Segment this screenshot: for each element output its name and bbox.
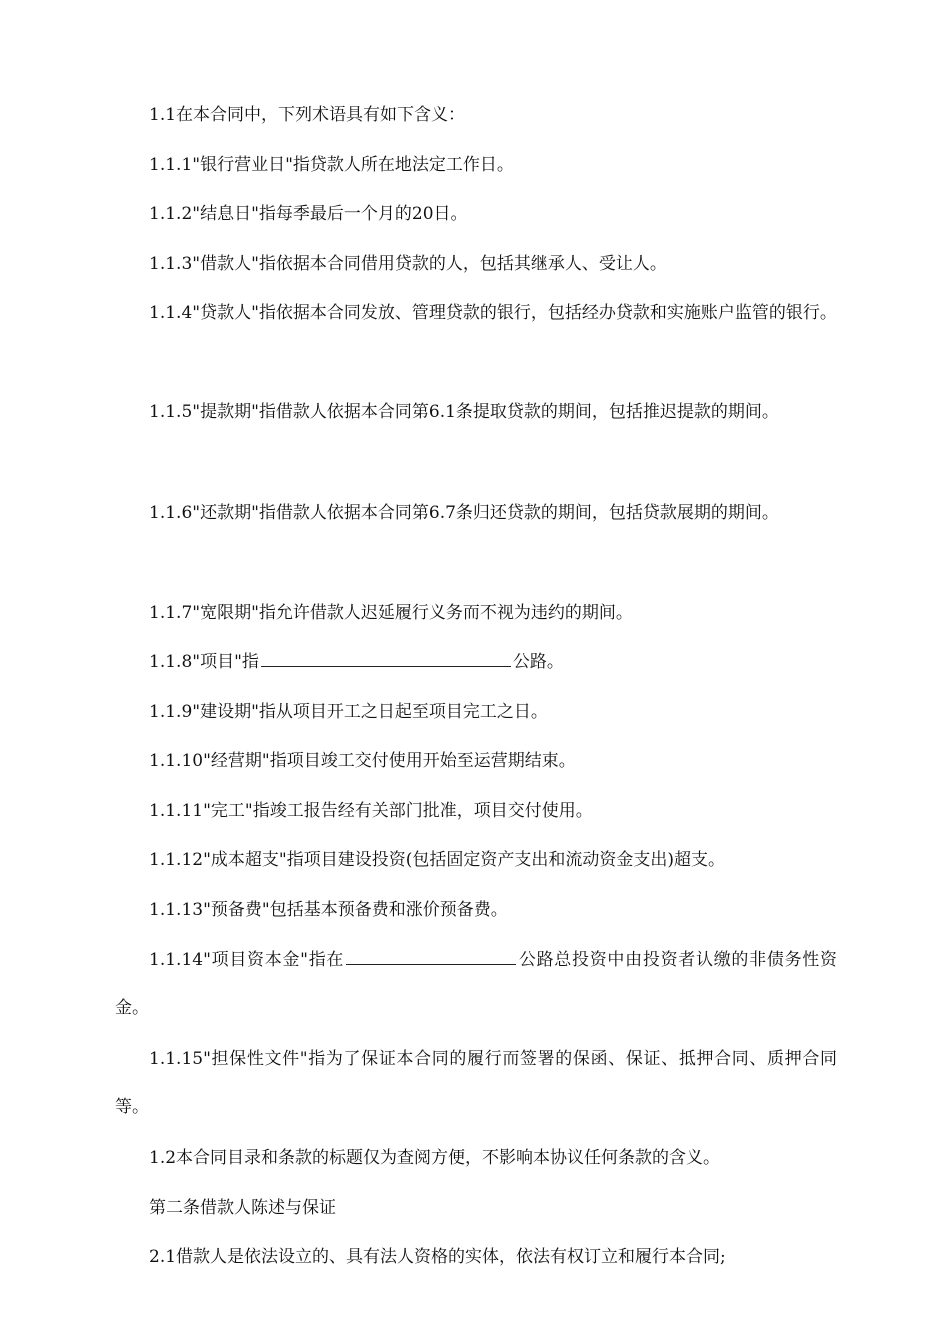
clause-1-1-10: 1.1.10"经营期"指项目竣工交付使用开始至运营期结束。 [149, 751, 576, 771]
clause-1-1-14 [115, 936, 837, 1032]
clause-1-1-6: 1.1.6"还款期"指借款人依据本合同第6.7条归还贷款的期间，包括贷款展期的期间。 [149, 503, 779, 523]
article-2-heading: 第二条借款人陈述与保证 [149, 1198, 336, 1218]
clause-1-1-2: 1.1.2"结息日"指每季最后一个月的20日。 [149, 204, 468, 224]
clause-1-1-8-lead: 1.1.8"项目"指 [149, 652, 259, 672]
clause-1-1-14-lead: 1.1.14"项目资本金"指在 [149, 950, 345, 970]
clause-1-1: 1.1在本合同中，下列术语具有如下含义： [149, 105, 466, 125]
clause-1-2: 1.2本合同目录和条款的标题仅为查阅方便，不影响本协议任何条款的含义。 [149, 1148, 721, 1168]
clause-1-1-7: 1.1.7"宽限期"指允许借款人迟延履行义务而不视为违约的期间。 [149, 603, 633, 623]
clause-1-1-12: 1.1.12"成本超支"指项目建设投资(包括固定资产支出和流动资金支出)超支。 [149, 850, 725, 870]
clause-1-1-8-tail: 公路。 [512, 652, 564, 672]
fill-in-blank-line[interactable] [346, 948, 516, 965]
clause-1-1-15: 1.1.15"担保性文件"指为了保证本合同的履行而签署的保函、保证、抵押合同、质押合同等。 [115, 1049, 837, 1117]
clause-2-1: 2.1借款人是依法设立的、具有法人资格的实体，依法有权订立和履行本合同; [149, 1247, 726, 1267]
clause-1-1-13: 1.1.13"预备费"包括基本预备费和涨价预备费。 [149, 900, 508, 920]
clause-1-1-1: 1.1.1"银行营业日"指贷款人所在地法定工作日。 [149, 155, 514, 175]
clause-1-1-11: 1.1.11"完工"指竣工报告经有关部门批准，项目交付使用。 [149, 801, 593, 821]
clause-1-1-9: 1.1.9"建设期"指从项目开工之日起至项目完工之日。 [149, 702, 548, 722]
clause-1-1-5: 1.1.5"提款期"指借款人依据本合同第6.1条提取贷款的期间，包括推迟提款的期间。 [149, 402, 779, 422]
clause-1-1-14-tail: 公路总投资中由投资者认缴的非债务性资金。 [115, 950, 837, 1018]
clause-1-1-3: 1.1.3"借款人"指依据本合同借用贷款的人，包括其继承人、受让人。 [149, 254, 667, 274]
clause-1-1-8 [115, 638, 837, 686]
clause-1-1-4: 1.1.4"贷款人"指依据本合同发放、管理贷款的银行，包括经办贷款和实施账户监管的银行。 [149, 303, 837, 323]
fill-in-blank-line[interactable] [261, 650, 511, 667]
